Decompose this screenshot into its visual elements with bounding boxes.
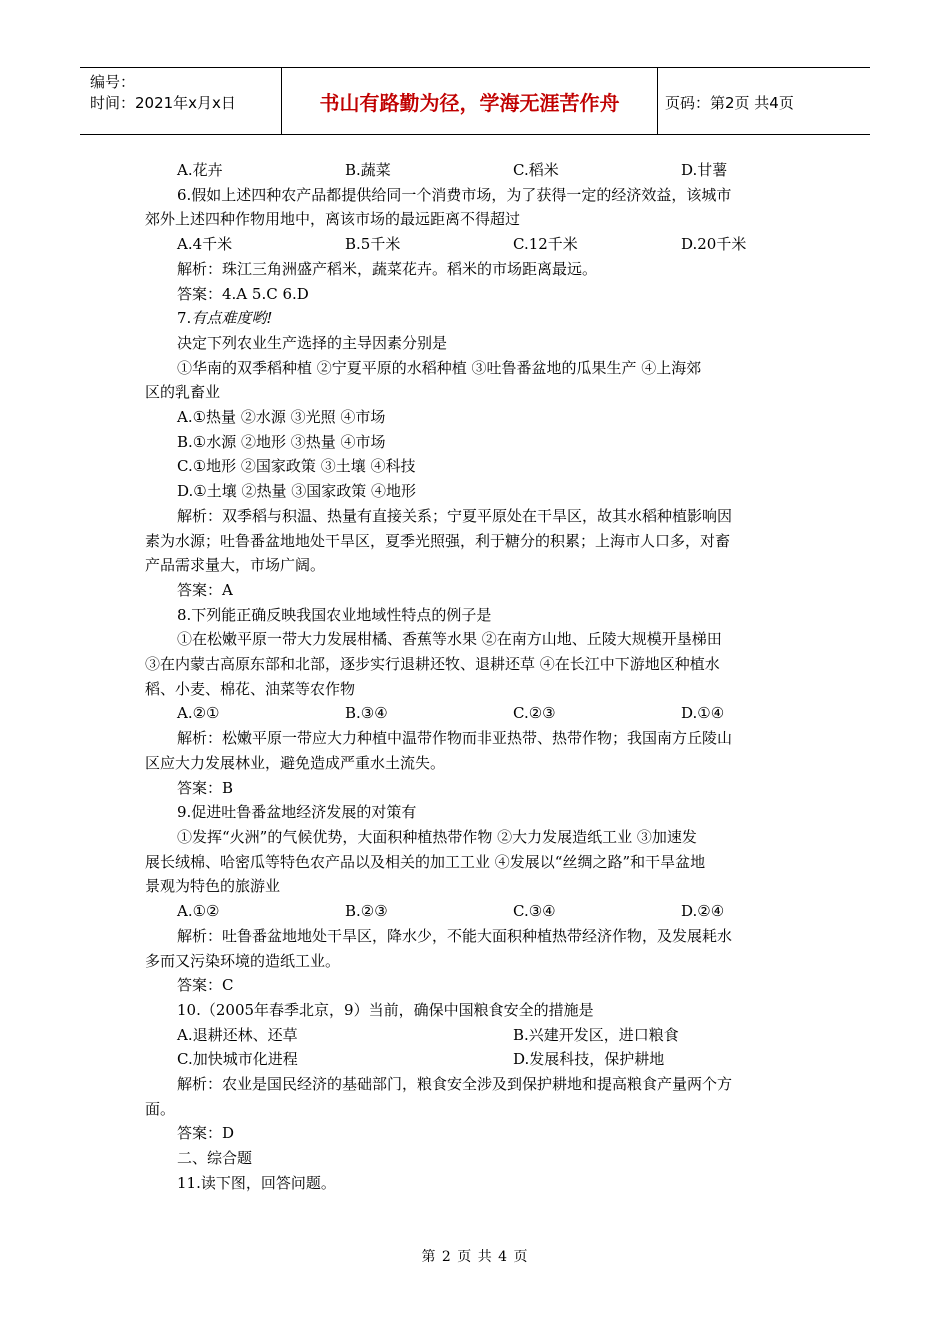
- q8-analysis-1: 解析：松嫩平原一带应大力种植中温带作物而非亚热带、热带作物；我国南方丘陵山: [177, 729, 733, 748]
- q7-stem: 决定下列农业生产选择的主导因素分别是: [177, 333, 448, 352]
- q7-option-b: B.①水源 ②地形 ③热量 ④市场: [177, 432, 386, 451]
- q10-analysis-2: 面。: [145, 1099, 176, 1118]
- q6-analysis: 解析：珠江三角洲盛产稻米，蔬菜花卉。稻米的市场距离最远。: [177, 259, 598, 278]
- q8-option-d: D.①④: [681, 704, 725, 723]
- q5-option-a: A.花卉: [177, 161, 223, 179]
- q10-options-row-2: [145, 1047, 807, 1072]
- q7-analysis-1: 解析：双季稻与积温、热量有直接关系；宁夏平原处在干旱区，故其水稻种植影响因: [177, 506, 733, 525]
- q6-stem-1: 6.假如上述四种农产品都提供给同一个消费市场，为了获得一定的经济效益，该城市: [177, 185, 732, 204]
- q8-option-c: C.②③: [513, 704, 556, 723]
- q7-number: 7.: [177, 309, 192, 328]
- page-header: [80, 67, 870, 135]
- q7-items-1: ①华南的双季稻种植 ②宁夏平原的水稻种植 ③吐鲁番盆地的瓜果生产 ④上海郊: [177, 358, 702, 377]
- q8-answer: 答案：B: [177, 778, 234, 797]
- q8-options: [145, 701, 807, 726]
- header-time: 时间：2021年x月x日: [90, 94, 236, 112]
- q10-options-row-1: [145, 1023, 807, 1048]
- q7-option-c: C.①地形 ②国家政策 ③土壤 ④科技: [177, 457, 416, 476]
- q9-option-a: A.①②: [177, 902, 220, 921]
- q5-option-c: C.稻米: [513, 161, 559, 179]
- q8-items-2: ③在内蒙古高原东部和北部，逐步实行退耕还牧、退耕还草 ④在长江中下游地区种植水: [145, 655, 720, 674]
- q7-option-a: A.①热量 ②水源 ③光照 ④市场: [177, 408, 386, 427]
- q10-option-b: B.兴建开发区，进口粮食: [513, 1025, 679, 1044]
- q7-hint: 有点难度哟!: [191, 309, 273, 328]
- q8-stem: 8.下列能正确反映我国农业地域性特点的例子是: [177, 605, 492, 624]
- q8-option-a: A.②①: [177, 704, 220, 723]
- q9-items-3: 景观为特色的旅游业: [145, 877, 281, 896]
- q8-option-b: B.③④: [345, 704, 388, 723]
- q9-answer: 答案：C: [177, 976, 234, 995]
- q6-option-b: B.5千米: [345, 235, 401, 254]
- q10-option-a: A.退耕还林、还草: [177, 1025, 298, 1044]
- document-body: [145, 158, 807, 1196]
- q6-option-c: C.12千米: [513, 235, 578, 254]
- q10-option-c: C.加快城市化进程: [177, 1050, 298, 1069]
- q8-items-3: 稻、小麦、棉花、油菜等农作物: [145, 679, 356, 698]
- q5-option-d: D.甘薯: [681, 161, 728, 179]
- q7-analysis-3: 产品需求量大，市场广阔。: [145, 556, 326, 575]
- q9-items-2: 展长绒棉、哈密瓜等特色农产品以及相关的加工工业 ④发展以“丝绸之路”和干旱盆地: [145, 852, 706, 871]
- q8-items-1: ①在松嫩平原一带大力发展柑橘、香蕉等水果 ②在南方山地、丘陵大规模开垦梯田: [177, 630, 722, 649]
- q9-option-c: C.③④: [513, 902, 556, 921]
- q7-answer: 答案：A: [177, 580, 233, 599]
- q7-analysis-2: 素为水源；吐鲁番盆地地处干旱区，夏季光照强，利于糖分的积累；上海市人口多，对畜: [145, 531, 731, 550]
- section-2-title: 二、综合题: [177, 1149, 253, 1168]
- q10-answer: 答案：D: [177, 1124, 235, 1143]
- q6-answer: 答案：4.A 5.C 6.D: [177, 284, 309, 303]
- q7-items-2: 区的乳畜业: [145, 383, 221, 402]
- q9-stem: 9.促进吐鲁番盆地经济发展的对策有: [177, 803, 417, 822]
- q7-option-d: D.①土壤 ②热量 ③国家政策 ④地形: [177, 482, 417, 501]
- header-number: 编号：: [90, 73, 136, 91]
- q9-items-1: ①发挥“火洲”的气候优势，大面积种植热带作物 ②大力发展造纸工业 ③加速发: [177, 827, 697, 846]
- q9-analysis-1: 解析：吐鲁番盆地地处干旱区，降水少，不能大面积种植热带经济作物，及发展耗水: [177, 926, 733, 945]
- q9-analysis-2: 多而又污染环境的造纸工业。: [145, 951, 341, 970]
- q9-options: [145, 899, 807, 924]
- q5-option-b: B.蔬菜: [345, 161, 391, 179]
- q5-options: [145, 158, 807, 183]
- header-left: [90, 72, 236, 114]
- q7-title: [145, 306, 807, 331]
- q6-stem-2: 郊外上述四种作物用地中，离该市场的最远距离不得超过: [145, 210, 521, 229]
- q8-analysis-2: 区应大力发展林业，避免造成严重水土流失。: [145, 753, 446, 772]
- q10-option-d: D.发展科技，保护耕地: [513, 1050, 665, 1069]
- q9-option-b: B.②③: [345, 902, 388, 921]
- q10-stem: 10.（2005年春季北京，9）当前，确保中国粮食安全的措施是: [177, 1000, 594, 1019]
- header-page-label: 页码：第2页 共4页: [665, 94, 794, 112]
- q6-options: [145, 232, 807, 257]
- page-footer: 第 2 页 共 4 页: [421, 1249, 529, 1265]
- header-motto: 书山有路勤为径，学海无涯苦作舟: [281, 68, 658, 134]
- q10-analysis-1: 解析：农业是国民经济的基础部门，粮食安全涉及到保护耕地和提高粮食产量两个方: [177, 1075, 733, 1094]
- q6-option-d: D.20千米: [681, 235, 747, 254]
- q11-stem: 11.读下图，回答问题。: [177, 1173, 336, 1192]
- q9-option-d: D.②④: [681, 902, 725, 921]
- q6-option-a: A.4千米: [177, 235, 233, 254]
